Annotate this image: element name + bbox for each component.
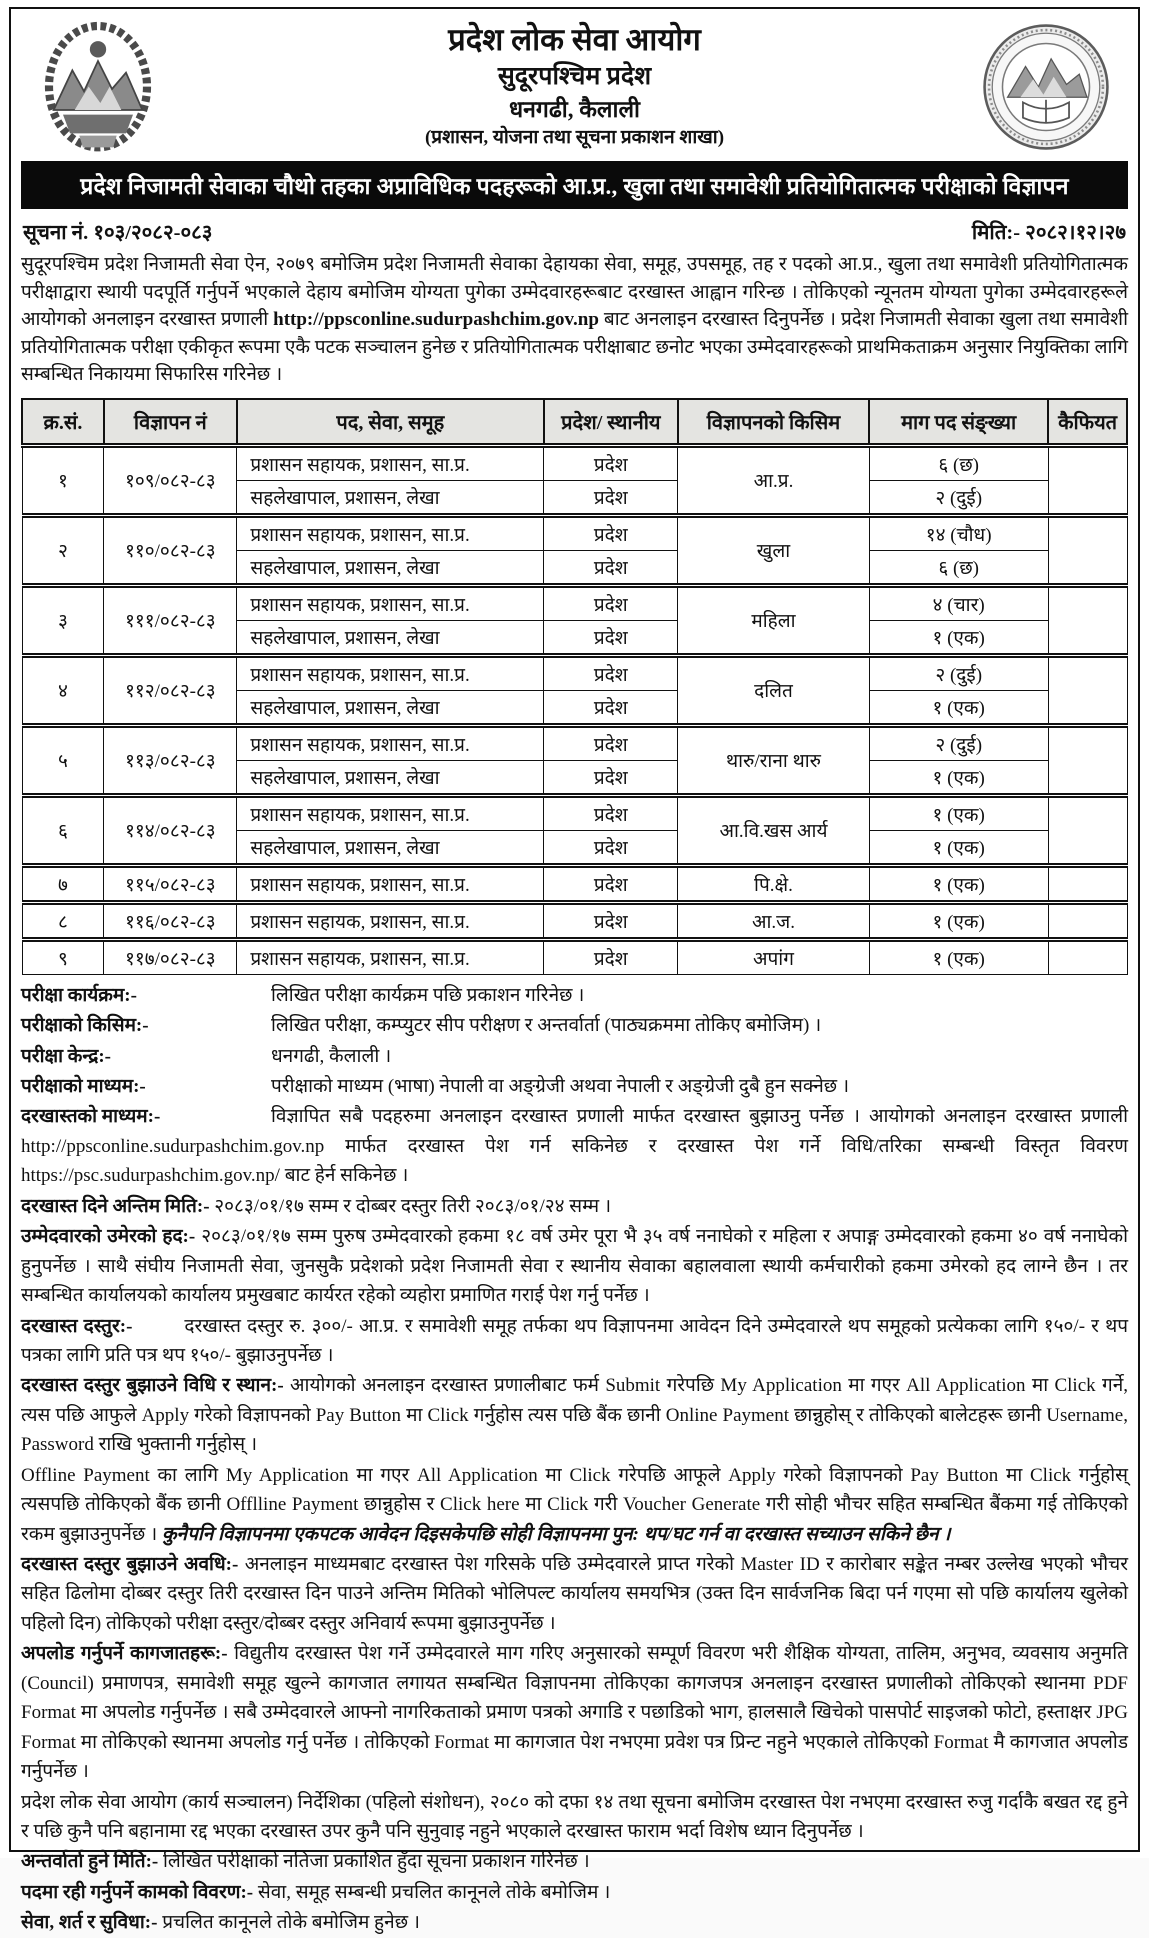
cell-sn: ९ [22, 939, 104, 974]
cell-ad-no: ११६/०८२-८३ [104, 902, 237, 939]
cell-type: आ.ज. [678, 902, 869, 939]
col-post-service-group: पद, सेवा, समूह [237, 399, 544, 446]
section-text: प्रदेश लोक सेवा आयोग (कार्य सञ्चालन) निर्देशिका (पहिलो संशोधन), २०८० को दफा १४ तथा सूचना बमोजिम दरखास्त पेश नभएमा दरखास्त रुजु गर्दाकै बखत रद्द हुने र पछि कुनै पनि बहानामा रद्द भएका दरखास्त उपर कुनै पनि सुनुवाइ नहुने भएकाले दरखास्त फाराम भर्दा विशेष ध्यान दिनुपर्नेछ । [21, 1791, 1128, 1842]
cell-sn: ७ [22, 865, 104, 902]
branch-title: (प्रशासन, योजना तथा सूचना प्रकाशन शाखा) [424, 126, 725, 148]
cell-count: २ (दुई) [869, 725, 1048, 760]
cell-remark [1048, 445, 1127, 515]
section-text: प्रचलित कानूनले तोके बमोजिम हुनेछ । [162, 1912, 420, 1934]
cell-type: थारु/राना थारु [678, 725, 869, 795]
cell-remark [1048, 902, 1127, 939]
section-application-fee [21, 1312, 1128, 1371]
cell-post: सहलेखापाल, प्रशासन, लेखा [237, 620, 544, 655]
cell-post: प्रशासन सहायक, प्रशासन, सा.प्र. [237, 902, 544, 939]
cell-level: प्रदेश [544, 795, 678, 830]
col-serial-number: क्र.सं. [22, 399, 104, 446]
cell-level: प्रदेश [544, 902, 678, 939]
section-text: परीक्षाको माध्यम (भाषा) नेपाली वा अङ्ग्रेजी अथवा नेपाली र अङ्ग्रेजी दुबै हुन सक्नेछ । [271, 1076, 850, 1098]
section-text: Offline Payment का लागि My Application मा गएर All Application मा Click गरेपछि आफूले Apply गरेको विज्ञापनको Pay Button मा Click गर्नुहोस् त्यसपछि तोकिएको बैंक छानी Offlline Payment छान्नुहोस र Click here मा Click गरी Voucher Generate गरी सोही भौचर सहित सम्बन्धित बैंकमा गई तोकिएको रकम बुझाउनुपर्नेछ । [21, 1464, 1128, 1545]
section-exam-type [21, 1011, 1128, 1040]
cell-level: प्रदेश [544, 585, 678, 620]
cell-level: प्रदेश [544, 865, 678, 902]
cell-post: प्रशासन सहायक, प्रशासन, सा.प्र. [237, 655, 544, 690]
table-row [22, 939, 1127, 974]
cell-level: प्रदेश [544, 760, 678, 795]
section-interview-date [21, 1847, 1128, 1876]
cell-count: २ (दुई) [869, 480, 1048, 515]
table-row [22, 795, 1127, 830]
table-row [22, 725, 1127, 760]
cell-count: १ (एक) [869, 865, 1048, 902]
cell-level: प्रदेश [544, 515, 678, 550]
cell-ad-no: ११४/०८२-८३ [104, 795, 237, 865]
cell-sn: ८ [22, 902, 104, 939]
cell-remark [1048, 515, 1127, 585]
cell-ad-no: ११३/०८२-८३ [104, 725, 237, 795]
section-text: सेवा, समूह सम्बन्धी प्रचलित कानूनले तोके बमोजिम । [257, 1881, 611, 1903]
cell-count: १ (एक) [869, 760, 1048, 795]
cell-remark [1048, 865, 1127, 902]
col-advert-type: विज्ञापनको किसिम [678, 399, 869, 446]
section-age-limit [21, 1222, 1128, 1310]
intro-text-2: बाट अनलाइन दरखास्त दिनुपर्नेछ । प्रदेश निजामती सेवाका खुला तथा समावेशी प्रतियोगितात्मक परीक्षा एकीकृत रूपमा एकै पटक सञ्चालन हुनेछ र प्रतियोगितात्मक परीक्षाबाट छनोट भएका उम्मेदवारहरूको प्राथमिकताक्रम अनुसार नियुक्तिका लागि सम्बन्धित निकायमा सिफारिस गरिनेछ । [21, 309, 1128, 386]
cell-sn: ६ [22, 795, 104, 865]
cell-count: १ (एक) [869, 795, 1048, 830]
cell-level: प्रदेश [544, 655, 678, 690]
section-label: पदमा रही गर्नुपर्ने कामको विवरण:- [21, 1881, 254, 1903]
cell-count: १ (एक) [869, 939, 1048, 974]
section-text: २०८३/०१/१७ सम्म पुरुष उम्मेदवारको हकमा १८ वर्ष उमेर पूरा भै ३५ वर्ष ननाघेको र महिला र अपाङ्ग उम्मेदवारको हकमा ४० वर्ष ननाघेको हुनुपर्नेछ । साथै संघीय निजामती सेवा, जुनसुकै प्रदेशको प्रदेश निजामती सेवा र स्थानीय सेवाका बहालवाला स्थायी कर्मचारीको हकमा उमेरको हद लाग्ने छैन । तर सम्बन्धित कार्यालयको कार्यालय प्रमुखबाट कार्यरत रहेको व्यहोरा प्रमाणित गराई पेश गर्नु पर्नेछ । [21, 1226, 1128, 1307]
section-directive-warning [21, 1788, 1128, 1847]
section-label: परीक्षा कार्यक्रम:- [21, 984, 137, 1006]
table-row [22, 515, 1127, 550]
section-label: दरखास्त दस्तुर बुझाउने अवधि:- [21, 1554, 239, 1576]
cell-type: पि.क्षे. [678, 865, 869, 902]
cell-count: १ (एक) [869, 830, 1048, 865]
section-label: सेवा, शर्त र सुविधा:- [21, 1912, 158, 1934]
col-remarks: कैफियत [1048, 399, 1127, 446]
section-application-medium [21, 1102, 1128, 1190]
section-fee-payment-period [21, 1550, 1128, 1638]
section-label: दरखास्त दस्तुर:- [21, 1315, 133, 1337]
section-label: दरखास्त दिने अन्तिम मिति:- [21, 1195, 210, 1217]
section-text: लिखित परीक्षा, कम्प्युटर सीप परीक्षण र अन्तर्वार्ता (पाठ्यक्रममा तोकिए बमोजिम) । [271, 1015, 822, 1037]
section-application-deadline [21, 1192, 1128, 1221]
section-label: दरखास्त दस्तुर बुझाउने विधि र स्थान:- [21, 1375, 284, 1397]
cell-count: ४ (चार) [869, 585, 1048, 620]
cell-post: प्रशासन सहायक, प्रशासन, सा.प्र. [237, 725, 544, 760]
cell-post: सहलेखापाल, प्रशासन, लेखा [237, 830, 544, 865]
vacancy-table [21, 398, 1128, 975]
cell-ad-no: ११०/०८२-८३ [104, 515, 237, 585]
cell-level: प्रदेश [544, 480, 678, 515]
cell-count: १४ (चौध) [869, 515, 1048, 550]
col-province-local: प्रदेश/ स्थानीय [544, 399, 678, 446]
cell-type: अपांग [678, 939, 869, 974]
cell-sn: ५ [22, 725, 104, 795]
cell-count: १ (एक) [869, 620, 1048, 655]
table-row [22, 865, 1127, 902]
cell-type: खुला [678, 515, 869, 585]
section-offline-payment [21, 1461, 1128, 1549]
section-text: विद्युतीय दरखास्त पेश गर्ने उम्मेदवारले माग गरिए अनुसारको सम्पूर्ण विवरण भरी शैक्षिक योग्यता, तालिम, अनुभव, व्यवसाय अनुमति (Council) प्रमाणपत्र, समावेशी समूह खुल्ने कागजात लगायत सम्बन्धित विज्ञापनमा तोकिएका कागजपत्र अनलाइन दरखास्त प्रणालीको तोकिएको स्थानमा PDF Format मा अपलोड गर्नुपर्नेछ । सबै उम्मेदवारले आफ्नो नागरिकताको प्रमाण पत्रको अगाडि र पछाडिको भाग, हालसालै खिचेको पासपोर्ट साइजको फोटो, हस्ताक्षर JPG Format मा तोकिएको स्थानमा अपलोड गर्नु पर्नेछ । तोकिएको Format मा कागजात पेश नभएमा प्रवेश पत्र प्रिन्ट नहुने भएकाले तोकिएको Format मै कागजात अपलोड गर्नुपर्नेछ । [21, 1643, 1129, 1783]
cell-type: आ.प्र. [678, 445, 869, 515]
section-documents-to-upload [21, 1639, 1128, 1786]
section-text: लिखित परीक्षा कार्यक्रम पछि प्रकाशन गरिनेछ । [271, 984, 585, 1006]
section-job-description [21, 1878, 1128, 1907]
notice-title-banner: प्रदेश निजामती सेवाका चौथो तहका अप्राविधिक पदहरूको आ.प्र., खुला तथा समावेशी प्रतियोगितात्मक परीक्षाको विज्ञापन [21, 161, 1128, 209]
cell-post: प्रशासन सहायक, प्रशासन, सा.प्र. [237, 445, 544, 480]
section-label: परीक्षा केन्द्र:- [21, 1045, 111, 1067]
section-label: दरखास्तको माध्यम:- [21, 1106, 161, 1128]
table-row [22, 585, 1127, 620]
table-row [22, 445, 1127, 480]
section-text: लिखित परीक्षाको नतिजा प्रकाशित हुँदा सूचना प्रकाशन गरिनेछ । [163, 1851, 590, 1873]
section-label: उम्मेदवारको उमेरको हद:- [21, 1226, 196, 1248]
cell-level: प्रदेश [544, 939, 678, 974]
cell-remark [1048, 725, 1127, 795]
org-title: प्रदेश लोक सेवा आयोग [448, 22, 701, 57]
section-exam-medium [21, 1072, 1128, 1101]
location-title: धनगढी, कैलाली [508, 96, 641, 122]
cell-post: प्रशासन सहायक, प्रशासन, सा.प्र. [237, 865, 544, 902]
application-url: http://ppsconline.sudurpashchim.gov.np [273, 309, 599, 331]
cell-post: सहलेखापाल, प्रशासन, लेखा [237, 550, 544, 585]
intro-text-1: सुदूरपश्चिम प्रदेश निजामती सेवा ऐन, २०७९ बमोजिम प्रदेश निजामती सेवाका देहायका सेवा, समूह, उपसमूह, तह र पदको आ.प्र., खुला तथा समावेशी प्रतियोगितात्मक परीक्षाद्वारा स्थायी पदपूर्ति गर्नुपर्ने भएकाले देहाय बमोजिम योग्यता पुगेका उम्मेदवारहरूबाट दरखास्त आह्वान गरिन्छ । तोकिएको न्यूनतम योग्यता पुगेका उम्मेदवारहरूले आयोगको अनलाइन दरखास्त प्रणाली [21, 254, 1128, 331]
col-advert-number: विज्ञापन नं [104, 399, 237, 446]
section-text: दरखास्त दस्तुर रु. ३००/- आ.प्र. र समावेशी समूह तर्फका थप विज्ञापनमा आवेदन दिने उम्मेदवारले थप समूहको प्रत्येकका लागि १५०/- र थप पत्रका लागि प्रति पत्र थप १५०/- बुझाउनुपर्नेछ । [21, 1315, 1128, 1366]
cell-remark [1048, 939, 1127, 974]
table-row [22, 902, 1127, 939]
col-demand-count: माग पद संङ्ख्या [869, 399, 1048, 446]
section-exam-schedule [21, 981, 1128, 1010]
province-psc-seal-logo [982, 23, 1110, 151]
section-label: अन्तर्वार्ता हुने मिति:- [21, 1851, 159, 1873]
cell-post: सहलेखापाल, प्रशासन, लेखा [237, 690, 544, 725]
cell-remark [1048, 585, 1127, 655]
cell-ad-no: ११५/०८२-८३ [104, 865, 237, 902]
section-label: परीक्षाको माध्यम:- [21, 1076, 146, 1098]
cell-level: प्रदेश [544, 725, 678, 760]
cell-level: प्रदेश [544, 830, 678, 865]
cell-type: आ.वि.खस आर्य [678, 795, 869, 865]
section-label: परीक्षाको किसिम:- [21, 1015, 149, 1037]
section-service-terms [21, 1908, 1128, 1937]
cell-level: प्रदेश [544, 690, 678, 725]
notice-meta-row [21, 209, 1128, 249]
cell-count: ६ (छ) [869, 445, 1048, 480]
cell-sn: १ [22, 445, 104, 515]
cell-ad-no: ११७/०८२-८३ [104, 939, 237, 974]
section-exam-center [21, 1042, 1128, 1071]
cell-remark [1048, 655, 1127, 725]
cell-post: प्रशासन सहायक, प्रशासन, सा.प्र. [237, 795, 544, 830]
section-fee-payment-method [21, 1371, 1128, 1459]
cell-sn: २ [22, 515, 104, 585]
section-label: अपलोड गर्नुपर्ने कागजातहरू:- [21, 1643, 228, 1665]
section-text: २०८३/०१/१७ सम्म र दोब्बर दस्तुर तिरी २०८३/०१/२४ सम्म । [214, 1195, 612, 1217]
cell-post: सहलेखापाल, प्रशासन, लेखा [237, 760, 544, 795]
cell-remark [1048, 795, 1127, 865]
nepal-coat-of-arms-logo [39, 19, 157, 159]
cell-post: प्रशासन सहायक, प्रशासन, सा.प्र. [237, 515, 544, 550]
cell-ad-no: १०९/०८२-८३ [104, 445, 237, 515]
document-frame [9, 7, 1140, 1934]
cell-ad-no: ११२/०८२-८३ [104, 655, 237, 725]
intro-paragraph [21, 251, 1128, 389]
province-title: सुदूरपश्चिम प्रदेश [497, 62, 652, 90]
section-bold-warning: कुनैपनि विज्ञापनमा एकपटक आवेदन दिइसकेपछि सोही विज्ञापनमा पुन: थप/घट गर्न वा दरखास्त सच्याउन सकिने छैन । [161, 1523, 951, 1545]
section-text: धनगढी, कैलाली । [271, 1045, 392, 1067]
cell-type: महिला [678, 585, 869, 655]
cell-post: प्रशासन सहायक, प्रशासन, सा.प्र. [237, 939, 544, 974]
cell-post: सहलेखापाल, प्रशासन, लेखा [237, 480, 544, 515]
table-row [22, 655, 1127, 690]
document-header [21, 9, 1128, 161]
cell-count: १ (एक) [869, 902, 1048, 939]
cell-type: दलित [678, 655, 869, 725]
cell-post: प्रशासन सहायक, प्रशासन, सा.प्र. [237, 585, 544, 620]
notice-date: मिति:- २०८२।१२।२७ [971, 222, 1126, 244]
cell-sn: ४ [22, 655, 104, 725]
section-text: विज्ञापित सबै पदहरुमा अनलाइन दरखास्त प्रणाली मार्फत दरखास्त बुझाउनु पर्नेछ । आयोगको अनलाइन दरखास्त प्रणाली http://ppsconline.sudurpashchim.gov.np मार्फत दरखास्त पेश गर्न सकिनेछ र दरखास्त पेश गर्ने विधि/तरिका सम्बन्धी विस्तृत विवरण https://psc.sudurpashchim.gov.np/ बाट हेर्न सकिनेछ । [21, 1106, 1128, 1187]
cell-count: ६ (छ) [869, 550, 1048, 585]
notice-number: सूचना नं. १०३/२०८२-०८३ [23, 222, 213, 244]
section-text: अनलाइन माध्यमबाट दरखास्त पेश गरिसके पछि उम्मेदवारले प्राप्त गरेको Master ID र कारोबार सङ्केत नम्बर उल्लेख भएको भौचर सहित ढिलोमा दोब्बर दस्तुर तिरी दरखास्त दिन पाउने अन्तिम मितिको भोलिपल्ट कार्यालय समयभित्र (उक्त दिन सार्वजनिक बिदा पर्न गएमा सो पछि कार्यालय खुलेको पहिलो दिन) तोकिएको परीक्षा दस्तुर/दोब्बर दस्तुर अनिवार्य रूपमा बुझाउनुपर्नेछ । [21, 1554, 1129, 1634]
cell-sn: ३ [22, 585, 104, 655]
cell-level: प्रदेश [544, 550, 678, 585]
table-header-row [22, 399, 1127, 446]
cell-level: प्रदेश [544, 620, 678, 655]
section-text: आयोगको अनलाइन दरखास्त प्रणालीबाट फर्म Submit गरेपछि My Application मा गएर All Application मा Click गर्ने, त्यस पछि आफुले Apply गरेको विज्ञापनको Pay Button मा Click गर्नुहोस त्यस पछि बैंक छानी Online Payment छान्नुहोस् र तोकिएको बालेटहरू छानी Username, Password राखि भुक्तानी गर्नुहोस् । [21, 1375, 1128, 1456]
cell-count: २ (दुई) [869, 655, 1048, 690]
cell-level: प्रदेश [544, 445, 678, 480]
cell-count: १ (एक) [869, 690, 1048, 725]
cell-ad-no: १११/०८२-८३ [104, 585, 237, 655]
